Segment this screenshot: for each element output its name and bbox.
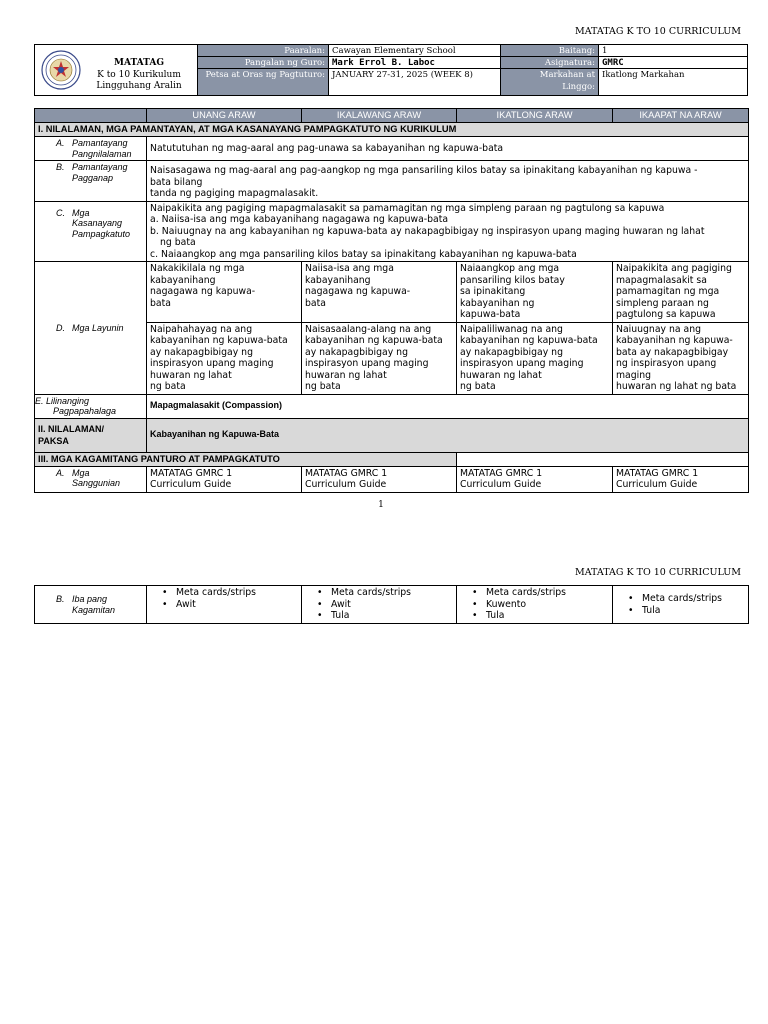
layunin-line: nagagawa ng kapuwa-	[305, 286, 411, 297]
section-1-row	[35, 123, 749, 137]
sanggunian-day-1	[147, 466, 302, 492]
title-line-1: MATATAG	[113, 58, 165, 68]
day-header-row	[35, 109, 749, 123]
iba-day-4	[613, 586, 749, 624]
section-2-label	[35, 418, 147, 452]
row-c-label	[35, 201, 147, 262]
curriculum-header: MATATAG K TO 10 CURRICULUM	[574, 26, 741, 37]
layunin-line: Naisasaalang-alang na ang	[305, 323, 432, 335]
sanggunian-line: Curriculum Guide	[460, 479, 542, 490]
layunin-day-1-bottom	[147, 322, 302, 394]
list-item: • Meta cards/strips	[472, 587, 609, 599]
lesson-plan-table	[34, 108, 749, 493]
row-b-label	[35, 161, 147, 202]
day-header-3: IKATLONG ARAW	[457, 109, 613, 123]
header-divider	[198, 56, 747, 57]
layunin-line: ng bata	[305, 381, 341, 392]
lesson-title-block	[35, 45, 198, 95]
layunin-day-2-top	[302, 262, 457, 323]
row-b-label-2: Pagganap	[72, 172, 114, 183]
sanggunian-line: MATATAG GMRC 1	[460, 467, 543, 479]
markahan-value: Ikatlong Markahan	[602, 70, 685, 80]
day-header-blank	[35, 109, 147, 123]
layunin-line: bata	[305, 297, 326, 309]
list-item: • Meta cards/strips	[162, 587, 298, 599]
list-item: • Tula	[317, 610, 453, 622]
list-item: • Meta cards/strips	[628, 593, 745, 605]
day-header-1: UNANG ARAW	[147, 109, 302, 123]
layunin-day-3-bottom	[457, 322, 613, 394]
day-header-2: IKALAWANG ARAW	[302, 109, 457, 123]
layunin-line: pamamagitan ng mga	[616, 286, 720, 297]
row-b-letter: B.	[56, 162, 65, 172]
markahan-label-line-2: Linggo:	[562, 82, 595, 92]
layunin-day-3-top	[457, 262, 613, 323]
layunin-line: ng bata	[460, 381, 496, 392]
row-a-label	[35, 137, 147, 161]
layunin-line: bata ay nakapagbibigay	[616, 346, 729, 358]
iba-label	[35, 586, 147, 624]
curriculum-header-page-2: MATATAG K TO 10 CURRICULUM	[574, 567, 741, 578]
markahan-label	[501, 69, 599, 95]
list-item: • Kuwento	[472, 599, 609, 611]
section-1-title: I. NILALAMAN, MGA PAMANTAYAN, AT MGA KASANAYANG PAMPAGKATUTO NG KURIKULUM	[35, 123, 749, 137]
asignatura-label: Asignatura:	[501, 57, 599, 69]
row-d-label	[35, 262, 147, 395]
row-d-letter: D.	[56, 322, 65, 333]
iba-list	[616, 593, 745, 616]
sanggunian-label-1: Mga	[72, 467, 90, 478]
layunin-line: Naiisa-isa ang mga	[305, 263, 394, 274]
petsa-value: JANUARY 27-31, 2025 (WEEK 8)	[329, 69, 501, 95]
sanggunian-line: Curriculum Guide	[305, 479, 387, 490]
iba-day-3	[457, 586, 613, 624]
lesson-title	[83, 58, 195, 93]
layunin-line: Naiaangkop ang mga	[460, 263, 560, 274]
row-b-line-3: tanda ng pagiging mapagmalasakit.	[150, 188, 319, 199]
layunin-line: mapagmalasakit sa	[616, 274, 707, 286]
row-c-label-1: Mga	[72, 207, 90, 218]
iba-day-1	[147, 586, 302, 624]
sanggunian-line: Curriculum Guide	[616, 479, 698, 490]
layunin-line: ng inspirasyon upang	[616, 358, 717, 369]
title-line-3: Lingguhang Aralin	[96, 81, 182, 91]
layunin-line: kapuwa-bata	[460, 309, 521, 320]
deped-seal-icon	[41, 50, 81, 90]
section-2-label-1: II. NILALAMAN/	[38, 424, 104, 434]
iba-list	[150, 587, 298, 610]
layunin-day-4-bottom	[613, 322, 749, 394]
iba-list	[305, 587, 453, 622]
layunin-line: kabayanihang	[305, 274, 371, 286]
row-a-label-1: Pamantayang	[72, 138, 128, 148]
layunin-line: kabayanihan ng kapuwa-	[616, 335, 733, 346]
pamantayang-pagganap-row	[35, 161, 749, 202]
layunin-line: pagtulong sa kapuwa	[616, 309, 716, 320]
row-c-line-2: a. Naiisa-isa ang mga kabayanihang nagagawa ng kapuwa-bata	[150, 214, 449, 225]
iba-pang-kagamitan-table	[34, 585, 749, 624]
sanggunian-day-4	[613, 466, 749, 492]
layunin-day-4-top	[613, 262, 749, 323]
layunin-line: inspirasyon upang maging	[305, 358, 429, 369]
section-2-label-2: PAKSA	[38, 436, 69, 446]
layunin-line: bata	[150, 297, 171, 309]
layunin-line: ay nakapagbibigay ng	[150, 346, 253, 358]
petsa-label: Petsa at Oras ng Pagtuturo:	[198, 69, 329, 95]
layunin-line: kabayanihang	[150, 274, 216, 286]
sanggunian-row	[35, 466, 749, 492]
layunin-line: sa ipinakitang	[460, 286, 526, 297]
iba-pang-kagamitan-row	[35, 586, 749, 624]
layunin-line: ng bata	[150, 381, 186, 392]
layunin-line: nagagawa ng kapuwa-	[150, 286, 256, 297]
header-divider	[198, 68, 747, 69]
page-number: 1	[378, 500, 384, 510]
list-item: • Awit	[162, 599, 298, 611]
paaralan-value: Cawayan Elementary School	[329, 45, 501, 57]
section-2-content: Kabayanihan ng Kapuwa-Bata	[147, 418, 749, 452]
guro-label: Pangalan ng Guro:	[198, 57, 329, 69]
sanggunian-day-2	[302, 466, 457, 492]
pagpapahalaga-row	[35, 394, 749, 418]
row-d-label-text: Mga Layunin	[72, 322, 124, 333]
iba-list	[460, 587, 609, 622]
layunin-line: huwaran ng lahat	[150, 369, 232, 381]
layunin-day-1-top	[147, 262, 302, 323]
iba-label-1: Iba pang	[72, 594, 108, 604]
section-3-title: III. MGA KAGAMITANG PANTURO AT PAMPAGKATUTO	[35, 452, 457, 466]
row-c-line-4: ng bata	[160, 237, 196, 248]
row-c-content	[147, 201, 749, 262]
layunin-line: pansariling kilos batay	[460, 274, 565, 286]
baitang-label: Baitang:	[501, 45, 599, 57]
row-e-label-2: Pagpapahalaga	[53, 406, 117, 416]
layunin-line: ay nakapagbibigay ng	[305, 346, 408, 358]
row-e-label-1: E. Lilinanging	[35, 395, 90, 406]
row-e-label	[35, 394, 147, 418]
list-item: • Tula	[472, 610, 609, 622]
layunin-line: simpleng paraan ng	[616, 297, 709, 309]
iba-label-2: Kagamitan	[72, 604, 116, 615]
kasanayang-pampagkatuto-row	[35, 201, 749, 262]
sanggunian-line: MATATAG GMRC 1	[616, 467, 699, 479]
row-e-content: Mapagmalasakit (Compassion)	[147, 394, 749, 418]
row-c-line-3: b. Naiuugnay na ang kabayanihan ng kapuwa-bata ay nakapagbibigay ng inspirasyon upang maging huwaran ng lahat	[150, 225, 705, 237]
day-header-4: IKAAPAT NA ARAW	[613, 109, 749, 123]
lesson-header-block	[34, 44, 748, 96]
sanggunian-line: MATATAG GMRC 1	[305, 467, 388, 479]
section-3-row	[35, 452, 749, 466]
layunin-line: Naipaliliwanag na ang	[460, 323, 563, 335]
layunin-line: maging	[616, 369, 652, 381]
layunin-line: kabayanihan ng kapuwa-bata	[305, 335, 443, 346]
list-item: • Meta cards/strips	[317, 587, 453, 599]
row-b-label-1: Pamantayang	[72, 162, 128, 172]
layunin-line: huwaran ng lahat	[460, 369, 542, 381]
sanggunian-label-2: Sanggunian	[72, 478, 121, 488]
layunin-line: huwaran ng lahat	[305, 369, 387, 381]
asignatura-value: GMRC	[602, 58, 624, 68]
section-2-row	[35, 418, 749, 452]
row-a-letter: A.	[56, 138, 65, 148]
sanggunian-line: Curriculum Guide	[150, 479, 232, 490]
layunin-line: kabayanihan ng	[460, 297, 535, 309]
row-c-label-2: Kasanayang	[72, 218, 123, 228]
sanggunian-letter: A.	[56, 467, 65, 478]
sanggunian-label	[35, 466, 147, 492]
layunin-day-2-bottom	[302, 322, 457, 394]
title-line-2: K to 10 Kurikulum	[97, 69, 181, 80]
list-item: • Tula	[628, 605, 745, 617]
row-c-label-3: Pampagkatuto	[72, 228, 131, 239]
layunin-line: kabayanihan ng kapuwa-bata	[460, 335, 598, 346]
layunin-row-top	[35, 262, 749, 323]
baitang-value: 1	[602, 46, 608, 56]
paaralan-label: Paaralan:	[198, 45, 329, 57]
row-c-line-1: Naipakikita ang pagiging mapagmalasakit sa pamamagitan ng mga simpleng paraan ng pagtulong sa kapuwa	[150, 202, 665, 214]
layunin-line: Naiuugnay na ang	[616, 323, 702, 335]
iba-letter: B.	[56, 594, 65, 604]
row-a-content: Natututuhan ng mag-aaral ang pag-unawa sa kabayanihan ng kapuwa-bata	[147, 137, 749, 161]
layunin-line: Nakakikilala ng mga	[150, 263, 245, 274]
guro-value: Mark Errol B. Laboc	[329, 57, 501, 69]
layunin-line: inspirasyon upang maging	[460, 358, 584, 369]
row-c-line-5: c. Naiaangkop ang mga pansariling kilos batay sa ipinakitang kabayanihan ng kapuwa-bata	[150, 248, 577, 260]
row-b-line-1: Naisasagawa ng mag-aaral ang pag-aangkop ng mga pansariling kilos batay sa ipinakitang kabayanihan ng kapuwa -	[150, 165, 698, 176]
layunin-line: huwaran ng lahat ng bata	[616, 381, 737, 392]
sanggunian-day-3	[457, 466, 613, 492]
layunin-line: Naipahahayag na ang	[150, 323, 253, 335]
row-a-label-2: Pangnilalaman	[72, 148, 132, 159]
row-b-line-2: bata bilang	[150, 176, 203, 188]
row-b-content	[147, 161, 749, 202]
list-item: • Awit	[317, 599, 453, 611]
sanggunian-line: MATATAG GMRC 1	[150, 467, 233, 479]
iba-day-2	[302, 586, 457, 624]
layunin-line: Naipakikita ang pagiging	[616, 263, 732, 274]
markahan-label-line-1: Markahan at	[539, 70, 595, 80]
pamantayang-pangnilalaman-row	[35, 137, 749, 161]
row-c-letter: C.	[56, 207, 65, 218]
layunin-line: inspirasyon upang maging	[150, 358, 274, 369]
section-3-blank	[457, 452, 749, 466]
layunin-line: ay nakapagbibigay ng	[460, 346, 563, 358]
layunin-line: kabayanihan ng kapuwa-bata	[150, 335, 288, 346]
